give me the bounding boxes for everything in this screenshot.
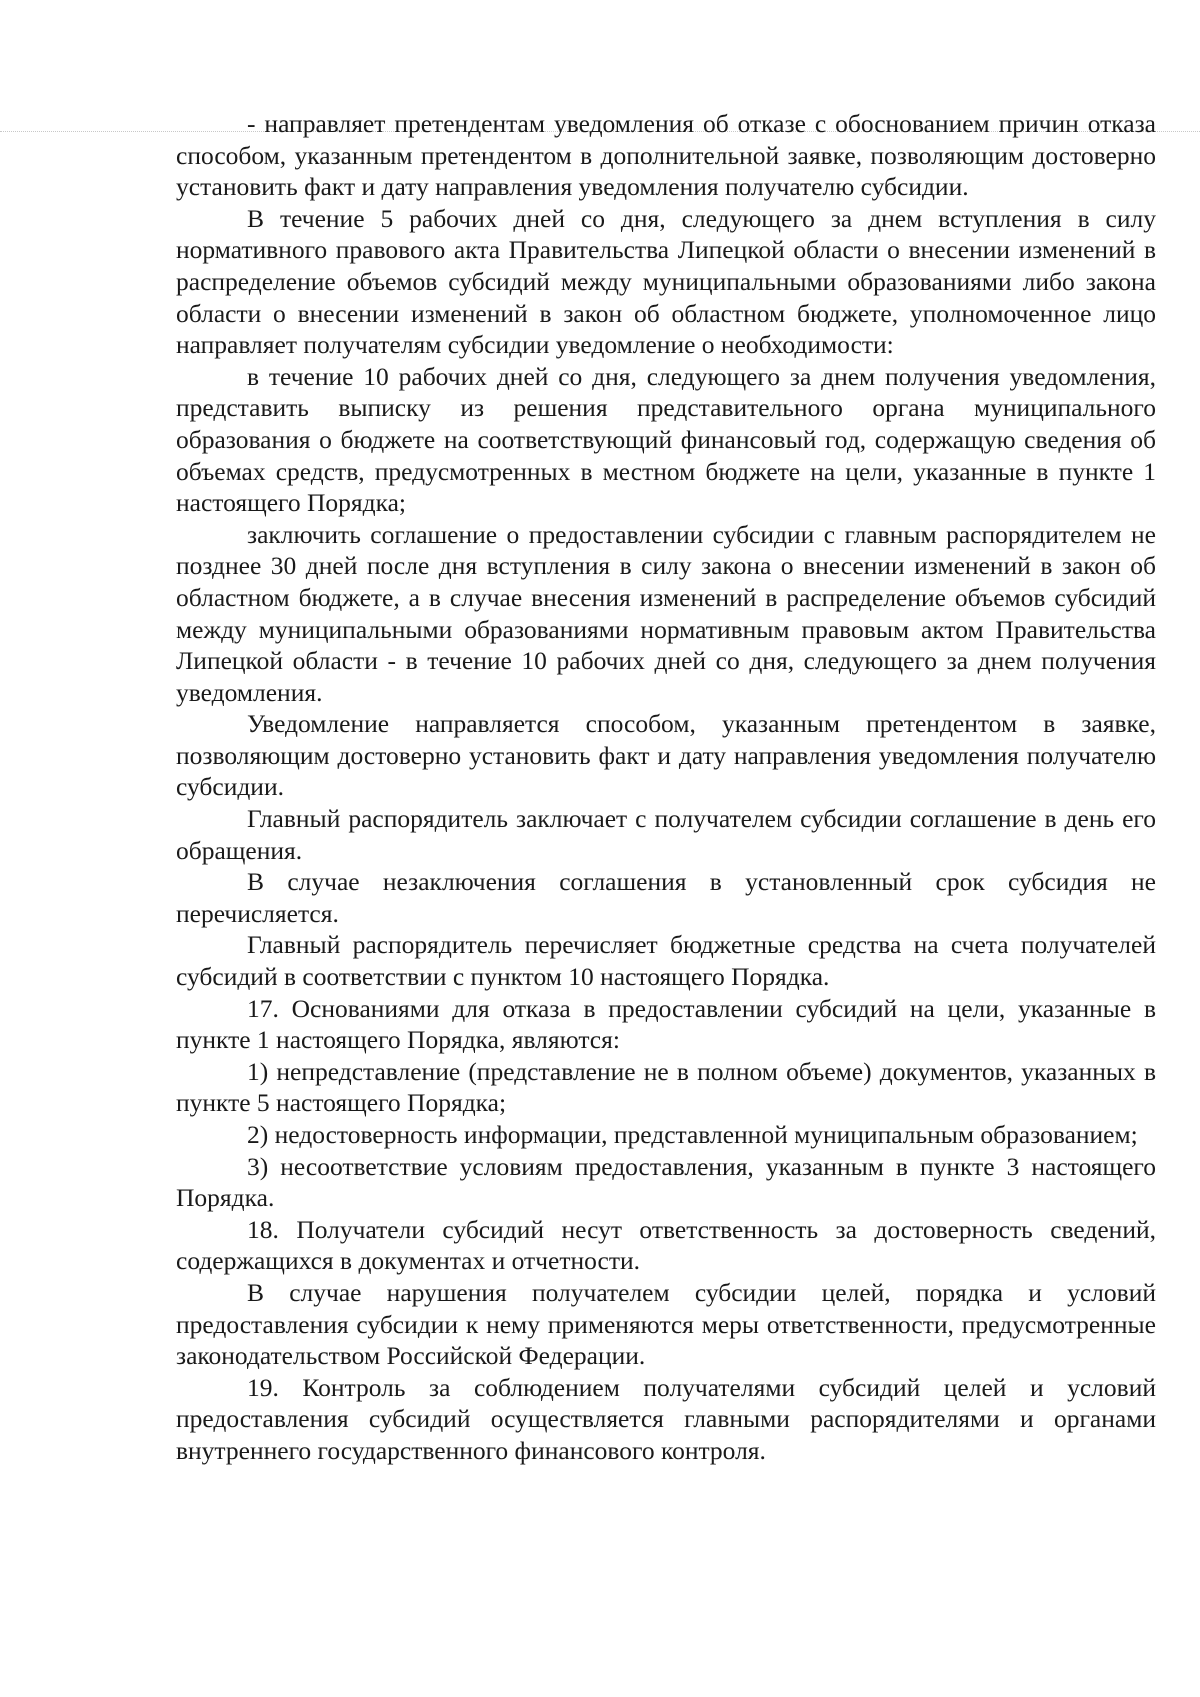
paragraph-transfer-funds: Главный распорядитель перечисляет бюджетные средства на счета получателей субсидий в соответствии с пунктом 10 настоящего Порядка. [176, 930, 1156, 992]
paragraph-five-days-notice: В течение 5 рабочих дней со дня, следующего за днем вступления в силу нормативного правового акта Правительства Липецкой области о внесении изменений в распределение объемов субсидий между муниципальными образованиями либо закона области о внесении изменений в закон об областном бюджете, уполномоченное лицо направляет получателям субсидии уведомление о необходимости: [176, 203, 1156, 360]
paragraph-notification-method: Уведомление направляется способом, указанным претендентом в заявке, позволяющим достоверно установить факт и дату направления уведомления получателю субсидии. [176, 709, 1156, 802]
list-item-1: 1) непредставление (представление не в полном объеме) документов, указанных в пункте 5 настоящего Порядка; [176, 1056, 1156, 1118]
paragraph-19-control: 19. Контроль за соблюдением получателями субсидий целей и условий предоставления субсидий осуществляется главными распорядителями и органами внутреннего государственного финансового контроля. [176, 1372, 1156, 1465]
paragraph-notification-refusal: - направляет претендентам уведомления об отказе с обоснованием причин отказа способом, указанным претендентом в дополнительной заявке, позволяющим достоверно установить факт и дату направления уведомления получателю субсидии. [176, 109, 1156, 202]
list-item-3: 3) несоответствие условиям предоставления, указанным в пункте 3 настоящего Порядка. [176, 1151, 1156, 1213]
document-body [176, 108, 1156, 1467]
paragraph-agreement-same-day: Главный распорядитель заключает с получателем субсидии соглашение в день его обращения. [176, 804, 1156, 865]
paragraph-18-responsibility: 18. Получатели субсидий несут ответственность за достоверность сведений, содержащихся в документах и отчетности. [176, 1214, 1156, 1276]
paragraph-conclude-agreement: заключить соглашение о предоставлении субсидии с главным распорядителем не позднее 30 дней после дня вступления в силу закона о внесении изменений в закон об областном бюджете, а в случае внесения изменений в распределение объемов субсидий между муниципальными образованиями нормативным правовым актом Правительства Липецкой области - в течение 10 рабочих дней со дня, следующего за днем получения уведомления. [176, 519, 1156, 707]
paragraph-no-agreement: В случае незаключения соглашения в установленный срок субсидия не перечисляется. [176, 867, 1156, 928]
paragraph-budget-extract: в течение 10 рабочих дней со дня, следующего за днем получения уведомления, представить выписку из решения представительного органа муниципального образования о бюджете на соответствующий финансовый год, содержащую сведения об объемах средств, предусмотренных в местном бюджете на цели, указанные в пункте 1 настоящего Порядка; [176, 361, 1156, 518]
paragraph-17-refusal-grounds: 17. Основаниями для отказа в предоставлении субсидий на цели, указанные в пункте 1 настоящего Порядка, являются: [176, 993, 1156, 1055]
paragraph-violation-measures: В случае нарушения получателем субсидии целей, порядка и условий предоставления субсидии к нему применяются меры ответственности, предусмотренные законодательством Российской Федерации. [176, 1277, 1156, 1371]
list-item-2: 2) недостоверность информации, представленной муниципальным образованием; [247, 1120, 1138, 1149]
